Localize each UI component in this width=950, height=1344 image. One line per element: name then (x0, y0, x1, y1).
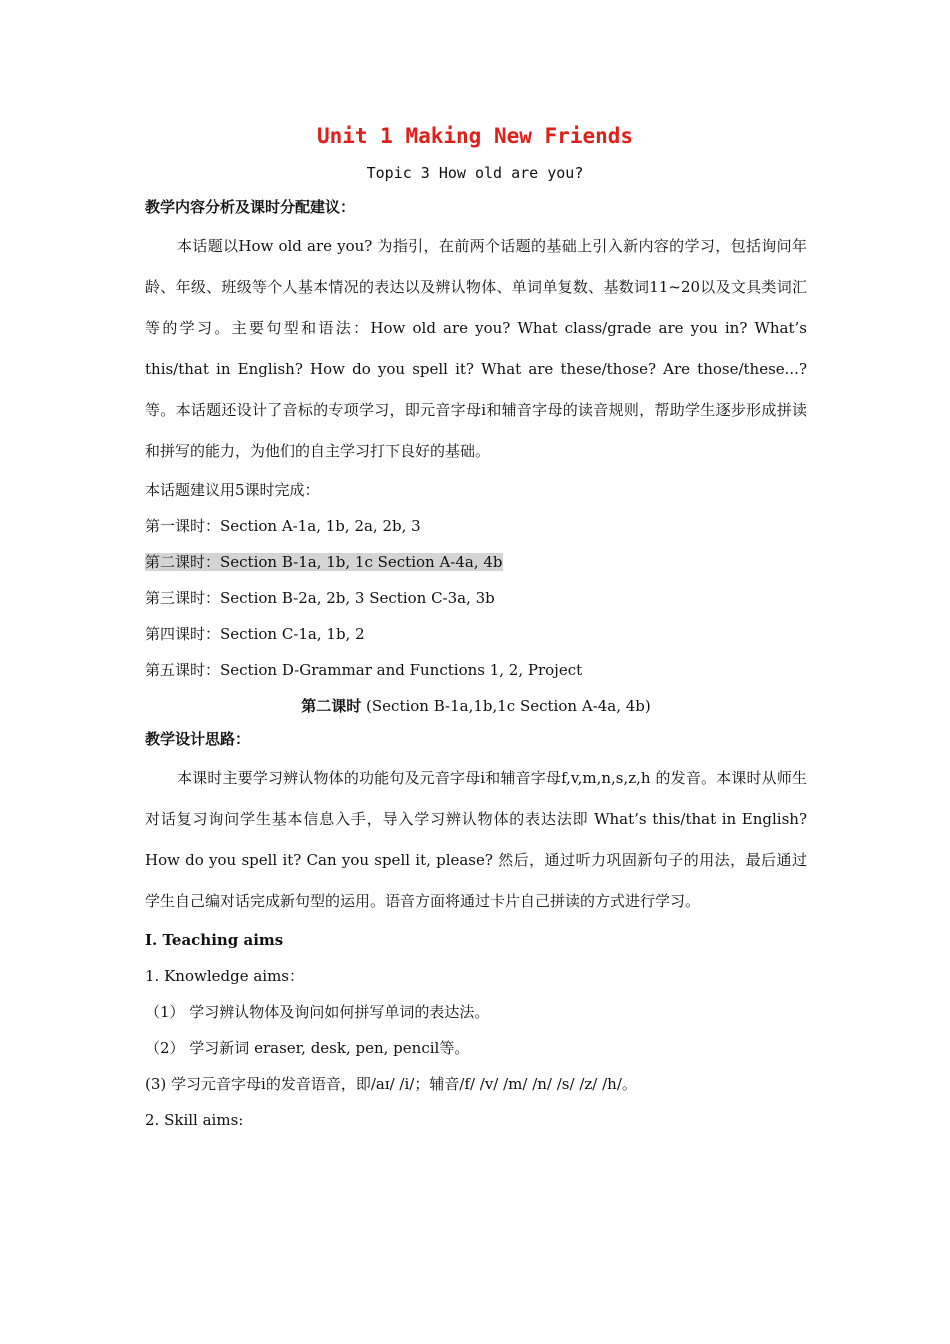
section-heading-analysis: 教学内容分析及课时分配建议： (145, 198, 356, 216)
lesson-item: 第五课时：Section D-Grammar and Functions 1, 2, Project (145, 661, 583, 679)
aim-item: (3) 学习元音字母i的发音语音，即/aɪ/ /i/；辅音/f/ /v/ /m/ /n/ /s/ /z/ /h/。 (145, 1075, 637, 1093)
document-subtitle: Topic 3 How old are you? (366, 164, 584, 182)
document-body (145, 196, 807, 1138)
lesson-count-suggestion: 本话题建议用5课时完成： (145, 481, 320, 499)
highlighted-text: 第二课时：Section B-1a, 1b, 1c Section A-4a, 4b (145, 553, 503, 571)
analysis-paragraph: 本话题以How old are you? 为指引，在前两个话题的基础上引入新内容的学习，包括询问年龄、年级、班级等个人基本情况的表达以及辨认物体、单词单复数、基数词11~20以及文具类词汇等的学习。主要句型和语法：How old are you? What class/grade are you in? What’s this/that in English? How do you spell it? What are these/those? Are those/these...?等。本话题还设计了音标的专项学习，即元音字母i和辅音字母的读音规则，帮助学生逐步形成拼读和拼写的能力，为他们的自主学习打下良好的基础。 (145, 237, 807, 460)
section-heading-design: 教学设计思路： (145, 730, 251, 748)
knowledge-aims-label: 1. Knowledge aims： (145, 967, 305, 985)
aim-item: （1） 学习辨认物体及询问如何拼写单词的表达法。 (145, 1003, 490, 1021)
lesson-item: 第三课时：Section B-2a, 2b, 3 Section C-3a, 3b (145, 589, 495, 607)
teaching-aims-heading: Ⅰ. Teaching aims (145, 931, 284, 949)
design-paragraph: 本课时主要学习辨认物体的功能句及元音字母i和辅音字母f,v,m,n,s,z,h 的发音。本课时从师生对话复习询问学生基本信息入手，导入学习辨认物体的表达法即 What’s this/that in English? How do you spell it? Can you spell it, please? 然后，通过听力巩固新句子的用法，最后通过学生自己编对话完成新句型的运用。语音方面将通过卡片自己拼读的方式进行学习。 (145, 769, 807, 910)
aim-item: （2） 学习新词 eraser, desk, pen, pencil等。 (145, 1039, 470, 1057)
lesson-title-bold: 第二课时 (301, 697, 362, 715)
lesson-title (145, 688, 807, 724)
lesson-title-sections: (Section B-1a,1b,1c Section A-4a, 4b) (361, 697, 651, 715)
lesson-item-highlighted (145, 544, 807, 580)
skill-aims-label: 2. Skill aims: (145, 1111, 244, 1129)
document-title: Unit 1 Making New Friends (316, 124, 634, 148)
lesson-item: 第一课时：Section A-1a, 1b, 2a, 2b, 3 (145, 517, 421, 535)
lesson-item: 第四课时：Section C-1a, 1b, 2 (145, 625, 365, 643)
